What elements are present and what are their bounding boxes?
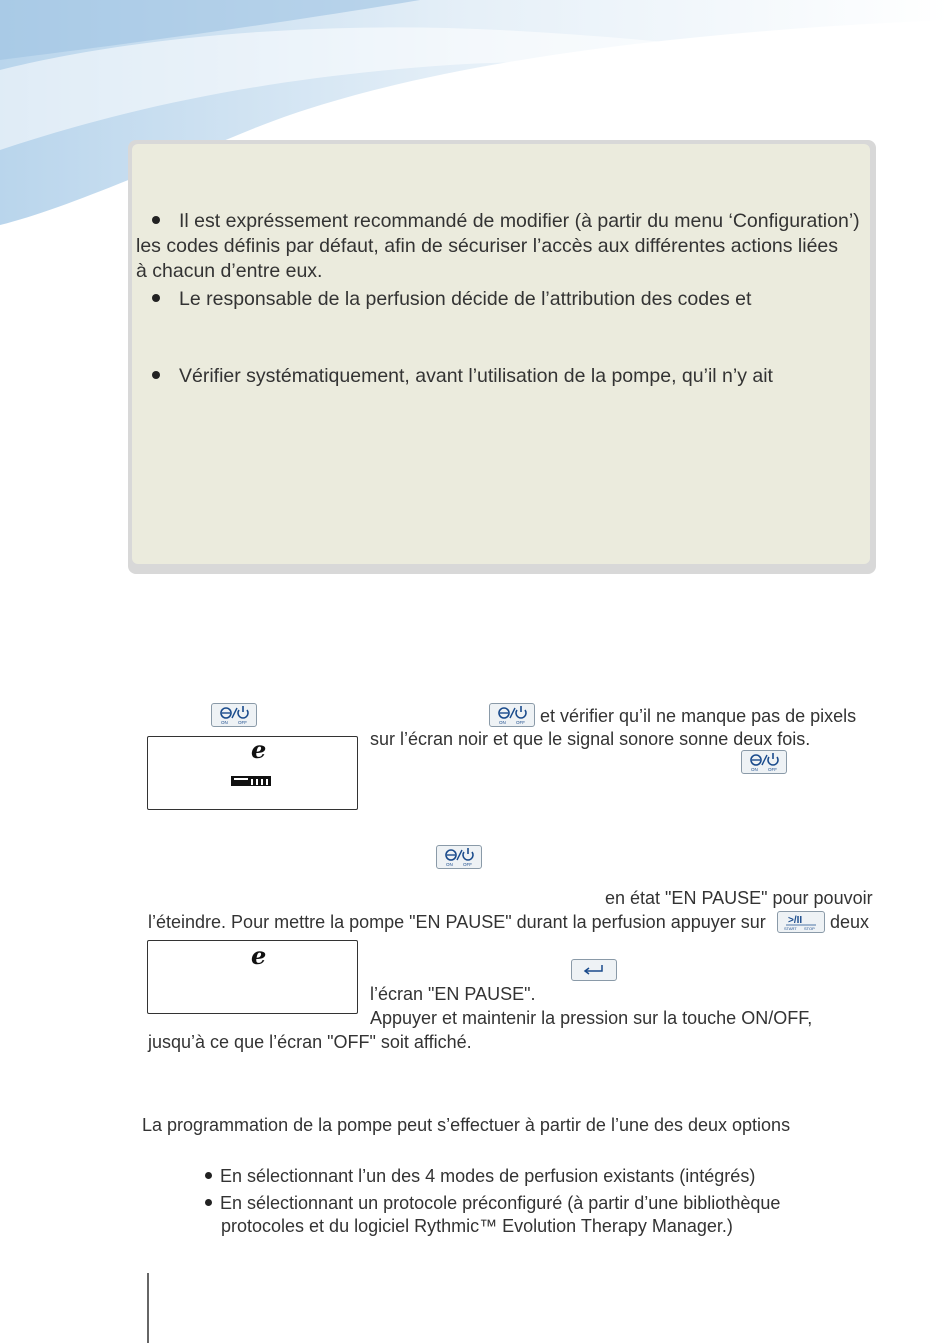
- lcd-startup-screen: [147, 736, 358, 810]
- on-off-key-icon: [436, 845, 482, 869]
- svg-text:OFF: OFF: [768, 767, 777, 772]
- programming-option-2: En sélectionnant un protocole préconfiguré (à partir d’une bibliothèque: [205, 1192, 780, 1215]
- bullet-icon: [152, 294, 160, 302]
- svg-text:ON: ON: [446, 862, 453, 867]
- note-item-3: Vérifier systématiquement, avant l’utilisation de la pompe, qu’il n’y ait: [136, 364, 773, 389]
- bullet-icon: [152, 371, 160, 379]
- lcd-logo-letter: e: [251, 941, 267, 970]
- on-off-key-icon: [741, 750, 787, 774]
- svg-text:STOP: STOP: [804, 926, 815, 931]
- svg-text:ON: ON: [499, 720, 506, 725]
- enter-key-icon: [571, 959, 617, 981]
- on-off-key-icon: [211, 703, 257, 727]
- startup-text-line-1: et vérifier qu’il ne manque pas de pixels: [540, 706, 857, 726]
- svg-text:START: START: [784, 926, 797, 931]
- svg-text:ON: ON: [221, 720, 228, 725]
- bullet-icon: [205, 1199, 212, 1206]
- shutdown-text-line-1: en état "EN PAUSE" pour pouvoir: [605, 888, 873, 908]
- shutdown-text-line-2-end: deux: [830, 912, 870, 932]
- note-item-1: Il est expréssement recommandé de modifier (à partir du menu ‘Configuration’): [136, 209, 860, 234]
- start-stop-key-icon: [777, 911, 825, 933]
- lcd-pause-screen: [147, 940, 358, 1014]
- note-box: [132, 144, 870, 564]
- note-item-1-line-3: à chacun d’entre eux.: [136, 260, 323, 282]
- lcd-progress-bar-icon: [231, 775, 271, 787]
- shutdown-text-line-5: jusqu’à ce que l’écran "OFF" soit affiché.: [148, 1032, 472, 1052]
- bullet-icon: [152, 216, 160, 224]
- note-item-1-line-2: les codes définis par défaut, afin de sécuriser l’accès aux différentes actions liées: [136, 235, 839, 257]
- svg-text:OFF: OFF: [463, 862, 472, 867]
- shutdown-text-line-4: Appuyer et maintenir la pression sur la touche ON/OFF,: [370, 1008, 813, 1028]
- page-margin-line: [147, 1273, 149, 1343]
- programming-intro: La programmation de la pompe peut s’effectuer à partir de l’une des deux options: [142, 1115, 791, 1135]
- startup-text-line-2: sur l’écran noir et que le signal sonore sonne deux fois.: [370, 729, 811, 749]
- note-item-2: Le responsable de la perfusion décide de l’attribution des codes et: [136, 287, 751, 312]
- lcd-logo-letter: e: [251, 735, 267, 764]
- programming-option-2-cont: protocoles et du logiciel Rythmic™ Evolution Therapy Manager.): [221, 1216, 733, 1236]
- shutdown-text-line-2: l’éteindre. Pour mettre la pompe "EN PAUSE" durant la perfusion appuyer sur: [148, 912, 766, 932]
- bullet-icon: [205, 1172, 212, 1179]
- shutdown-text-line-3: l’écran "EN PAUSE".: [370, 984, 536, 1004]
- svg-text:OFF: OFF: [238, 720, 247, 725]
- svg-text:OFF: OFF: [516, 720, 525, 725]
- svg-text:>/II: >/II: [788, 915, 803, 926]
- programming-option-1: En sélectionnant l’un des 4 modes de perfusion existants (intégrés): [205, 1165, 755, 1188]
- svg-text:ON: ON: [751, 767, 758, 772]
- on-off-key-icon: [489, 703, 535, 727]
